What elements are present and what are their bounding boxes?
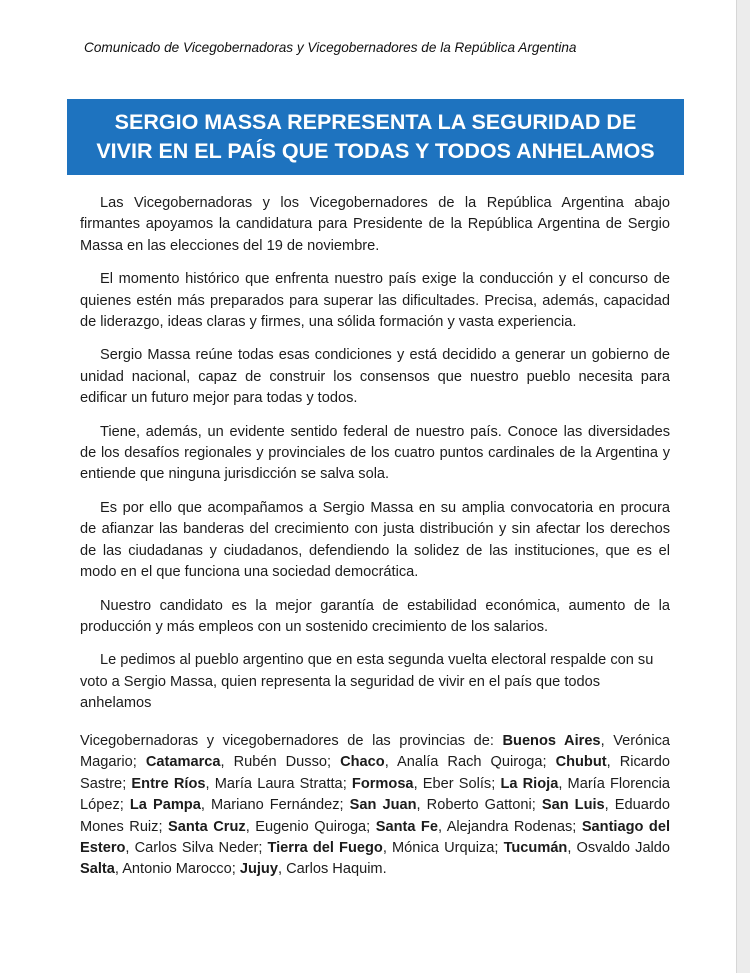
paragraph: Las Vicegobernadoras y los Vicegobernadores de la República Argentina abajo firmantes apoyamos la candidatura para Presidente de la República Argentina de Sergio Massa en las elecciones del 19 de noviembre. — [80, 195, 670, 254]
signer-separator: ; — [494, 840, 499, 857]
signer-name: Carlos Silva Neder — [134, 840, 259, 857]
signer-name: Carlos Haquim — [286, 861, 383, 878]
signer-province: Buenos Aires — [502, 733, 601, 749]
header-note: Comunicado de Vicegobernadoras y Vicegobernadores de la República Argentina — [84, 40, 577, 55]
signer-separator: ; — [122, 775, 127, 792]
signer-name: Mariano Fernández — [210, 797, 340, 814]
signer-separator: ; — [339, 797, 344, 814]
paragraph: Sergio Massa reúne todas esas condiciones y está decidido a generar un gobierno de unidad nacional, capaz de construir los consensos que nuestro pueblo necesita para edificar un futuro mejor para todas y todos. — [80, 347, 670, 407]
paragraph: Le pedimos al pueblo argentino que en esta segunda vuelta electoral respalde con su voto a Sergio Massa, quien representa la seguridad de vivir en el país que todos anhelamos — [80, 652, 654, 712]
signers-intro: Vicegobernadoras y vicegobernadores de las provincias de: — [80, 733, 494, 749]
signer-separator: ; — [531, 797, 536, 814]
signer-separator: ; — [158, 818, 163, 835]
signer-separator: ; — [366, 818, 371, 835]
paragraph: Tiene, además, un evidente sentido federal de nuestro país. Conoce las diversidades de los desafíos regionales y provinciales de los cuatro puntos cardinales de la Argentina y entiende que ninguna jurisdicción se salva sola. — [80, 423, 670, 483]
signer-province: Jujuy — [239, 861, 278, 878]
signer-name: Alejandra Rodenas — [446, 818, 573, 835]
signer-name: Ricardo Sastre — [80, 754, 671, 792]
signer-separator: ; — [231, 861, 236, 878]
signer-separator: . — [382, 861, 387, 878]
signer-separator: ; — [326, 754, 332, 771]
signer-province: Tierra del Fuego — [267, 840, 383, 857]
signer-separator: ; — [119, 797, 124, 814]
signer-province: San Juan — [349, 797, 417, 814]
signer-separator: ; — [342, 775, 347, 792]
signer-name: Eugenio Quiroga — [255, 818, 367, 835]
signer-province: Chaco — [340, 754, 385, 771]
signer-name: María Laura Stratta — [214, 775, 343, 792]
banner-title: SERGIO MASSA REPRESENTA LA SEGURIDAD DE VIVIR EN EL PAÍS QUE TODAS Y TODOS ANHELAMOS — [96, 110, 655, 163]
signer-province: Catamarca — [145, 754, 221, 771]
signer-province: La Pampa — [129, 797, 201, 814]
paragraph: Es por ello que acompañamos a Sergio Massa en su amplia convocatoria en procura de afianzar las banderas del crecimiento con justa distribución y sin afectar los derechos de las ciudadanas y ciudadanos, defendiendo la solidez de las instituciones, que es el modo en el que funciona una sociedad democrática. — [80, 499, 670, 581]
signer-separator: ; — [258, 840, 263, 857]
signer-separator: ; — [542, 754, 547, 771]
signer-name: María Florencia López — [80, 775, 671, 814]
signer-province: Formosa — [351, 775, 414, 792]
signer-province: Chubut — [555, 754, 607, 771]
signer-name: Eber Solís — [422, 775, 492, 792]
signer-province: Tucumán — [503, 840, 568, 857]
signer-name: Rubén Dusso — [233, 754, 327, 771]
signers-list: Vicegobernadoras y vicegobernadores de las provincias de: Buenos Aires, Verónica Magario; Catamarca, Rubén Dusso; Chaco, Analía Rach Quiroga; Chubut, Ricardo Sastre; Entre Ríos, María Laura Stratta; Formosa, Eber Solís; La Rioja, María Florencia López; La Pampa, Mariano Fernández; San Juan, Roberto Gattoni; San Luis, Eduardo Mones Ruiz; Santa Cruz, Eugenio Quiroga; Santa Fe, Alejandra Rodenas; Santiago del Estero, Carlos Silva Neder; Tierra del Fuego, Mónica Urquiza; Tucumán, Osvaldo Jaldo Salta, Antonio Marocco; Jujuy, Carlos Haquim. — [80, 733, 671, 878]
paragraph: El momento histórico que enfrenta nuestro país exige la conducción y el concurso de quienes estén más preparados para superar las dificultades. Precisa, además, capacidad de liderazgo, ideas claras y firmes, una sólida formación y vasta experiencia. — [80, 271, 670, 331]
signer-separator: ; — [572, 818, 577, 835]
signer-separator: ; — [132, 754, 137, 771]
signer-province: La Rioja — [500, 775, 559, 792]
signer-name: Verónica Magario — [80, 733, 670, 771]
title-banner — [67, 99, 684, 175]
signer-name: Roberto Gattoni — [426, 797, 532, 814]
statement-body — [80, 193, 670, 727]
signer-province: Santa Fe — [375, 818, 438, 835]
paragraph: Nuestro candidato es la mejor garantía de estabilidad económica, aumento de la producción y más empleos con un sostenido crecimiento de los salarios. — [80, 597, 670, 635]
signer-province: Salta — [80, 861, 115, 878]
signer-province: Entre Ríos — [131, 775, 206, 792]
signer-name: Osvaldo Jaldo — [576, 840, 671, 857]
signer-name: Eduardo Mones Ruiz — [80, 797, 670, 835]
signer-name: Mónica Urquiza — [391, 840, 495, 857]
signer-province: Santiago del Estero — [80, 818, 670, 857]
signer-province: Santa Cruz — [168, 818, 246, 835]
signer-name: Antonio Marocco — [122, 861, 232, 878]
signer-separator: ; — [491, 775, 496, 792]
signer-name: Analía Rach Quiroga — [397, 754, 543, 771]
signer-province: San Luis — [541, 797, 605, 814]
